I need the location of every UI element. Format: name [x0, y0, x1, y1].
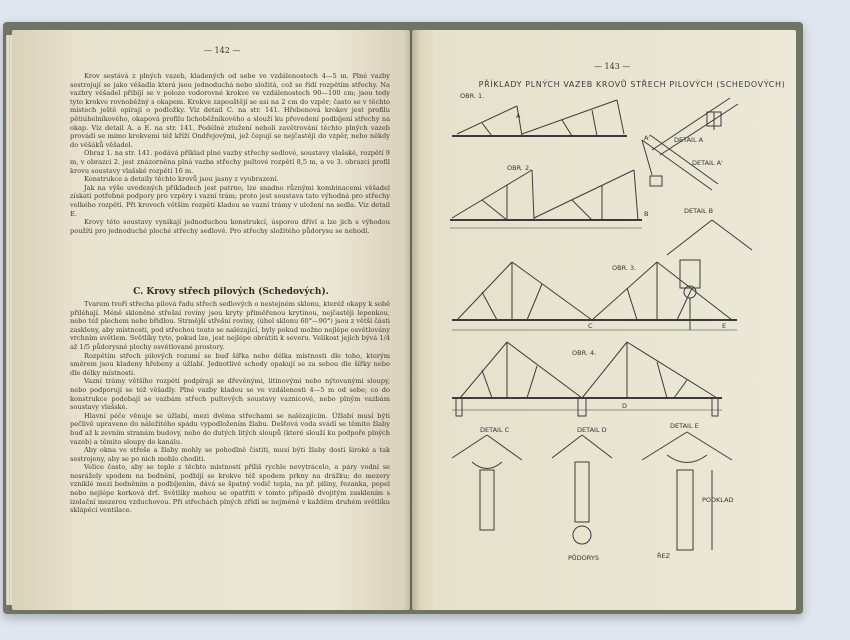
label-obr4: OBR. 4.	[572, 349, 597, 357]
paragraph: Krovy této soustavy vynikají jednoduchou konstrukcí, úsporou dříví a lze jich s výhodou použíti pro jednoduché ploché střechy sedlové. Pro střechy složitého půdorysu se nehodí.	[70, 218, 390, 235]
label-detail-e: DETAIL E	[670, 422, 699, 430]
label-obr2: OBR. 2.	[507, 164, 532, 172]
right-page-number: — 143 —	[594, 62, 631, 71]
label-a: A	[516, 112, 521, 120]
label-detail-a-prime: DETAIL A'	[692, 159, 723, 167]
label-obr1: OBR. 1.	[460, 92, 485, 100]
paragraph: Rozpětím střech pilových rozumí se buď šířka nebo délka místnosti dle toho, kterým směrem jsou kladeny hřebeny a úžlabí. Jednotlivé schody opakují se za sebou dle šířky nebo dle délky místnosti.	[70, 351, 390, 377]
label-obr3: OBR. 3.	[612, 264, 637, 272]
paragraph: Krov sestává z plných vazeb, kladených od sebe ve vzdálenostech 4—5 m. Plné vazby sestrojují se jako věšadla která jsou jednoduchá nebo složitá, což se řídí rozpětím střechy. Na vazbry věšadel přibíjí se v poloze vodorovné krokve ve vzdálenostech 90—100 cm; jsou tedy tyto krokve rovnoběžný s okapem. Krokve zapouštějí se asi na 2 cm do vzpěr; často se v těchto místech ještě opírají o podložky. Viz detail C. na str. 141. Hřebenová krokev jest profilu pětiúhelníkového, okapová profilu lichoběžníkového a slouží ku převedení podbíjení střechy na okap. Viz detail A. a E. na str. 141. Podélné ztužení neboli zavětrování těchto plných vazeb provádí se mimo krokvemi též kříží Ondřejovými, jež čepují se nejčastěji do vzpěr, nebo někdy do věšáků věšadel.	[70, 72, 390, 149]
left-text-block-1	[70, 72, 390, 235]
detail-e-drawing	[642, 432, 732, 550]
label-detail-b: DETAIL B	[684, 207, 714, 215]
paragraph: Tvarem tvoří střecha pilová řadu střech sedlových o nestejném sklonu, kteréž okapy k sobě přiléhají. Méně skloněné střešní roviny jsou kryty přiměřenou krytinou, nejčastěji lepenkou, nebo též plechem nebo břidlou. Strmější střešní roviny, (úhel sklonu 60°—90°) jsou z větší části zaskleny, aby místnosti, pod střechou touto se nalézající, byly pokud možno nejlépe osvětlovány vrchním světlem. Světlíky tyto, pokud lze, jest nejlépe obrátiti k severu. Velikost jejich bývá 1/4 až 1/5 půdorysné plochy osvětlované prostory.	[70, 300, 390, 351]
label-e: E	[722, 322, 727, 330]
truss-drawings	[412, 30, 796, 610]
right-page	[412, 30, 796, 610]
label-detail-a: DETAIL A	[674, 136, 704, 144]
label-detail-d: DETAIL D	[577, 426, 607, 434]
label-rez: ŘEZ	[657, 552, 671, 560]
label-c: C	[588, 322, 593, 330]
label-podklad: PODKLAD	[702, 496, 734, 504]
book-gutter	[404, 30, 420, 610]
paragraph: Hlavní péče věnuje se úžlabí, mezi dvěma střechami se nalézajícím. Úžlabí musí býti pečlivě upraveno do náležitého spádu vypodložením žlabu. Dešťová voda svádí se těmito žlaby buď až k zevním stranám budovy, nebo do dutých litých sloupů (které slouží ku podpoře plných vazeb) a těmito sloupy do kanálu.	[70, 411, 390, 446]
left-page-number: — 142 —	[204, 46, 241, 55]
detail-c-drawing	[452, 435, 522, 530]
figure-2-truss	[450, 170, 642, 228]
section-title: C. Krovy střech pilových (Schedových).	[133, 287, 329, 297]
left-page	[12, 30, 410, 610]
label-detail-c: DETAIL C	[480, 426, 510, 434]
detail-a-drawing	[652, 98, 738, 155]
paragraph: Vazní trámy většího rozpětí podpírají se dřevěnými, litinovými nebo nýtovanými sloupy, nebo podporují se též věšadly. Plné vazby kladou se ve vzdálenosti 4—5 m od sebe; co do konstrukce podobají se vazbám střech pultových soustavy vaznicové, nebo plným vazbám soustavy vlašské.	[70, 377, 390, 412]
detail-d-drawing	[552, 435, 612, 544]
label-b: B	[644, 210, 649, 218]
paragraph: Velice často, aby se teplo z těchto místností příliš rychle nevytrácelo, a páry vodní se nesrážely spodem na bednění, podbíjí se krokve též spodem prkny na drážku; do mezery vzniklé mezi bedněním a podbíjením, dává se špatný vodič tepla, na př. piliny, řezanka, popel nebo nejlépe korková drť. Světlíky mohou se opatřiti v tomto případě dvojitým zasklením s izolační mezerou vzduchovou. Při střechách plných zřídí se nejméně v každém druhém světlíku sklápěcí ventilace.	[70, 463, 390, 515]
left-text-block-2	[70, 300, 390, 515]
paragraph: Obraz 1. na str. 141. podává příklad plné vazby střechy sedlové, soustavy vlašské, rozpětí 9 m, v obrazci 2. jest znázorněna plná vazba střechy pultové rozpětí 8,5 m, a ve 3. obrazci profil krovu soustavy vlašské rozpětí 16 m.	[70, 149, 390, 175]
drawing-title: PŘÍKLADY PLNÝCH VAZEB KROVŮ STŘECH PILOVÝCH (SCHEDOVÝCH)	[478, 80, 786, 89]
label-d: D	[622, 402, 628, 410]
figure-1-truss	[452, 100, 627, 136]
label-podorys: PŮDORYS	[568, 554, 599, 562]
paragraph: Jak na výše uvedených příkladech jest patrno, lze snadno různými kombinacemi věšadel získati potřebné podpory pro vzpěry i vazní trám; proto jest soustava tato výhodná pro střechy velkého rozpětí. Při krovech větším rozpětí kladou se vazní trámy v uložení na sedla. Viz detail E.	[70, 183, 390, 218]
paragraph: Konstrukce a detaily těchto krovů jsou jasny z vyobrazení.	[84, 175, 279, 184]
label-a-prime: A'	[644, 134, 651, 142]
paragraph: Aby okna ve střeše a žlaby mohly se pohodlně čistiti, musí býti žlaby dosti široké a tak sestrojeny, aby se po nich mohlo choditi.	[70, 446, 390, 463]
